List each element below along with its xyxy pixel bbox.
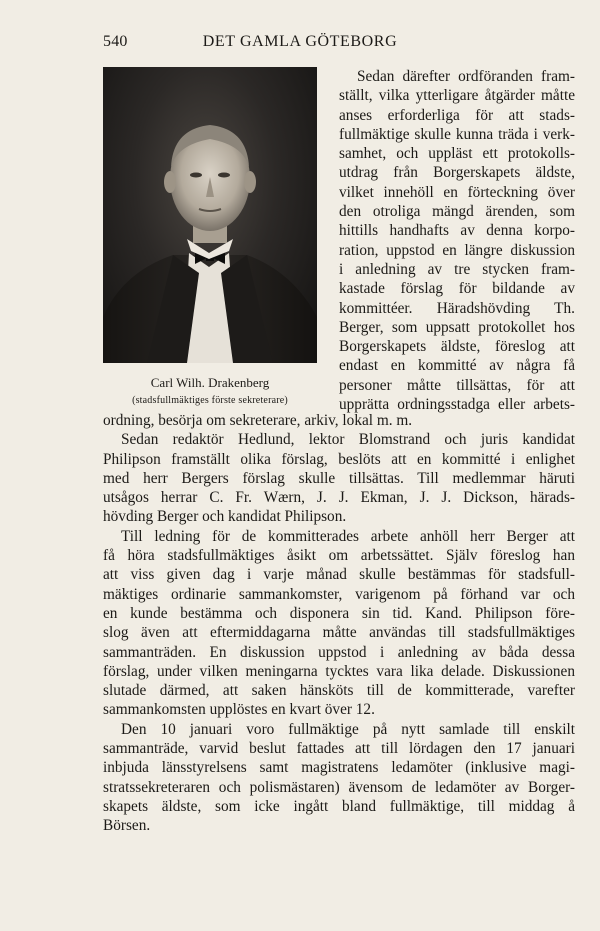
text-line: upprätta ordningsstadga eller arbets- — [339, 396, 575, 414]
text-line: med herr Bergers förslag skulle tillsättas. Till medlemmar häruti — [103, 469, 575, 487]
text-line: Till ledning för de kommitterades arbete anhöll herr Berger att — [121, 527, 575, 545]
text-line: stratssekreteraren och polismästaren) ävensom de ledamöter av Borger- — [103, 778, 575, 796]
text-line: sammankomsten upplöstes en kvart över 12. — [103, 701, 375, 719]
caption-role: (stadsfullmäktiges förste sekreterare) — [132, 395, 288, 406]
text-line: Börsen. — [103, 817, 151, 835]
text-line: ration, uppstod en längre diskussion — [339, 241, 575, 259]
text-line: endast en kommitté av några få — [339, 357, 575, 375]
text-line: kommittéer. Häradshövding Th. — [339, 299, 575, 317]
text-line: den otroliga mängd ärenden, som — [339, 203, 575, 221]
figure-caption — [103, 375, 317, 408]
text-line: inbjuda länsstyrelsens samt magistratens ledamöter (inklusive magi- — [103, 759, 575, 777]
caption-name: Carl Wilh. Drakenberg — [150, 375, 270, 390]
text-line: utsågos herrar C. Fr. Wærn, J. J. Ekman, J. J. Dickson, härads- — [103, 489, 575, 507]
text-line: Berger, som uppsatt protokollet hos — [339, 318, 575, 336]
text-line: kastade förslag för bildande av — [339, 280, 575, 298]
running-title: DET GAMLA GÖTEBORG — [202, 33, 398, 50]
text-line: Sedan redaktör Hedlund, lektor Blomstrand och juris kandidat — [121, 431, 575, 449]
text-line: vilket innehöll en förteckning över — [339, 183, 575, 201]
text-line: i anledning av tre stycken fram- — [339, 260, 575, 278]
page-number: 540 — [103, 33, 128, 50]
text-line: fullmäktige skulle kunna träda i verk- — [339, 125, 575, 143]
portrait-illustration — [103, 67, 317, 363]
text-line: sammanträden. En diskussion uppstod i anledning av båda dessa — [103, 643, 575, 661]
text-line: slog även att eftermiddagarna måtte användas till stadsfullmäktiges — [103, 624, 575, 642]
text-line: ordning, besörja om sekreterare, arkiv, lokal m. m. — [103, 412, 413, 429]
text-line: Philipson framställt olika förslag, beslöts att en kommitté i enlighet — [103, 450, 575, 468]
main-body-text — [103, 411, 575, 836]
text-line: Den 10 januari voro fullmäktige på nytt samlade till enskilt — [121, 720, 575, 738]
text-line: utdrag från Borgerskapets äldste, — [339, 164, 575, 182]
text-line: ställt, vilka ytterligare åtgärder måtte — [339, 87, 575, 105]
text-line: Sedan därefter ordföranden fram- — [357, 68, 575, 85]
text-line: personer måtte tillsättas, för att — [339, 376, 575, 394]
side-column-text — [339, 67, 575, 414]
text-line: sammanträde, varvid beslut fattades att till lördagen den 17 januari — [103, 740, 575, 758]
text-line: samhet, och uppläst ett protokolls- — [339, 145, 575, 163]
text-line: hövding Berger och kandidat Philipson. — [103, 508, 347, 526]
text-line: en kunde bestämma och disponera sin tid. Kand. Philipson före- — [103, 604, 575, 622]
text-line: hittills handhafts av denna korpo- — [339, 222, 575, 240]
text-line: slutade därmed, att saken hänsköts till de kommitterade, varefter — [103, 682, 575, 700]
text-line: förslag, under vilken meningarna tycktes vara lika delade. Diskussionen — [103, 662, 575, 680]
portrait-photo — [103, 67, 317, 363]
text-line: skapets äldste, som icke ingått bland fullmäktige, till middag å — [103, 797, 575, 815]
text-line: få höra stadsfullmäktiges åsikt om arbetssättet. Själv föreslog han — [103, 547, 575, 565]
text-line: mäktiges ordinarie sammankomster, varigenom på förhand var och — [103, 585, 575, 603]
text-line: att viss given dag i varje månad skulle bestämmas för stadsfull- — [103, 566, 575, 584]
text-line: Borgerskapets äldste, föreslog att — [339, 338, 575, 356]
text-line: anses erforderliga för att stads- — [339, 106, 575, 124]
